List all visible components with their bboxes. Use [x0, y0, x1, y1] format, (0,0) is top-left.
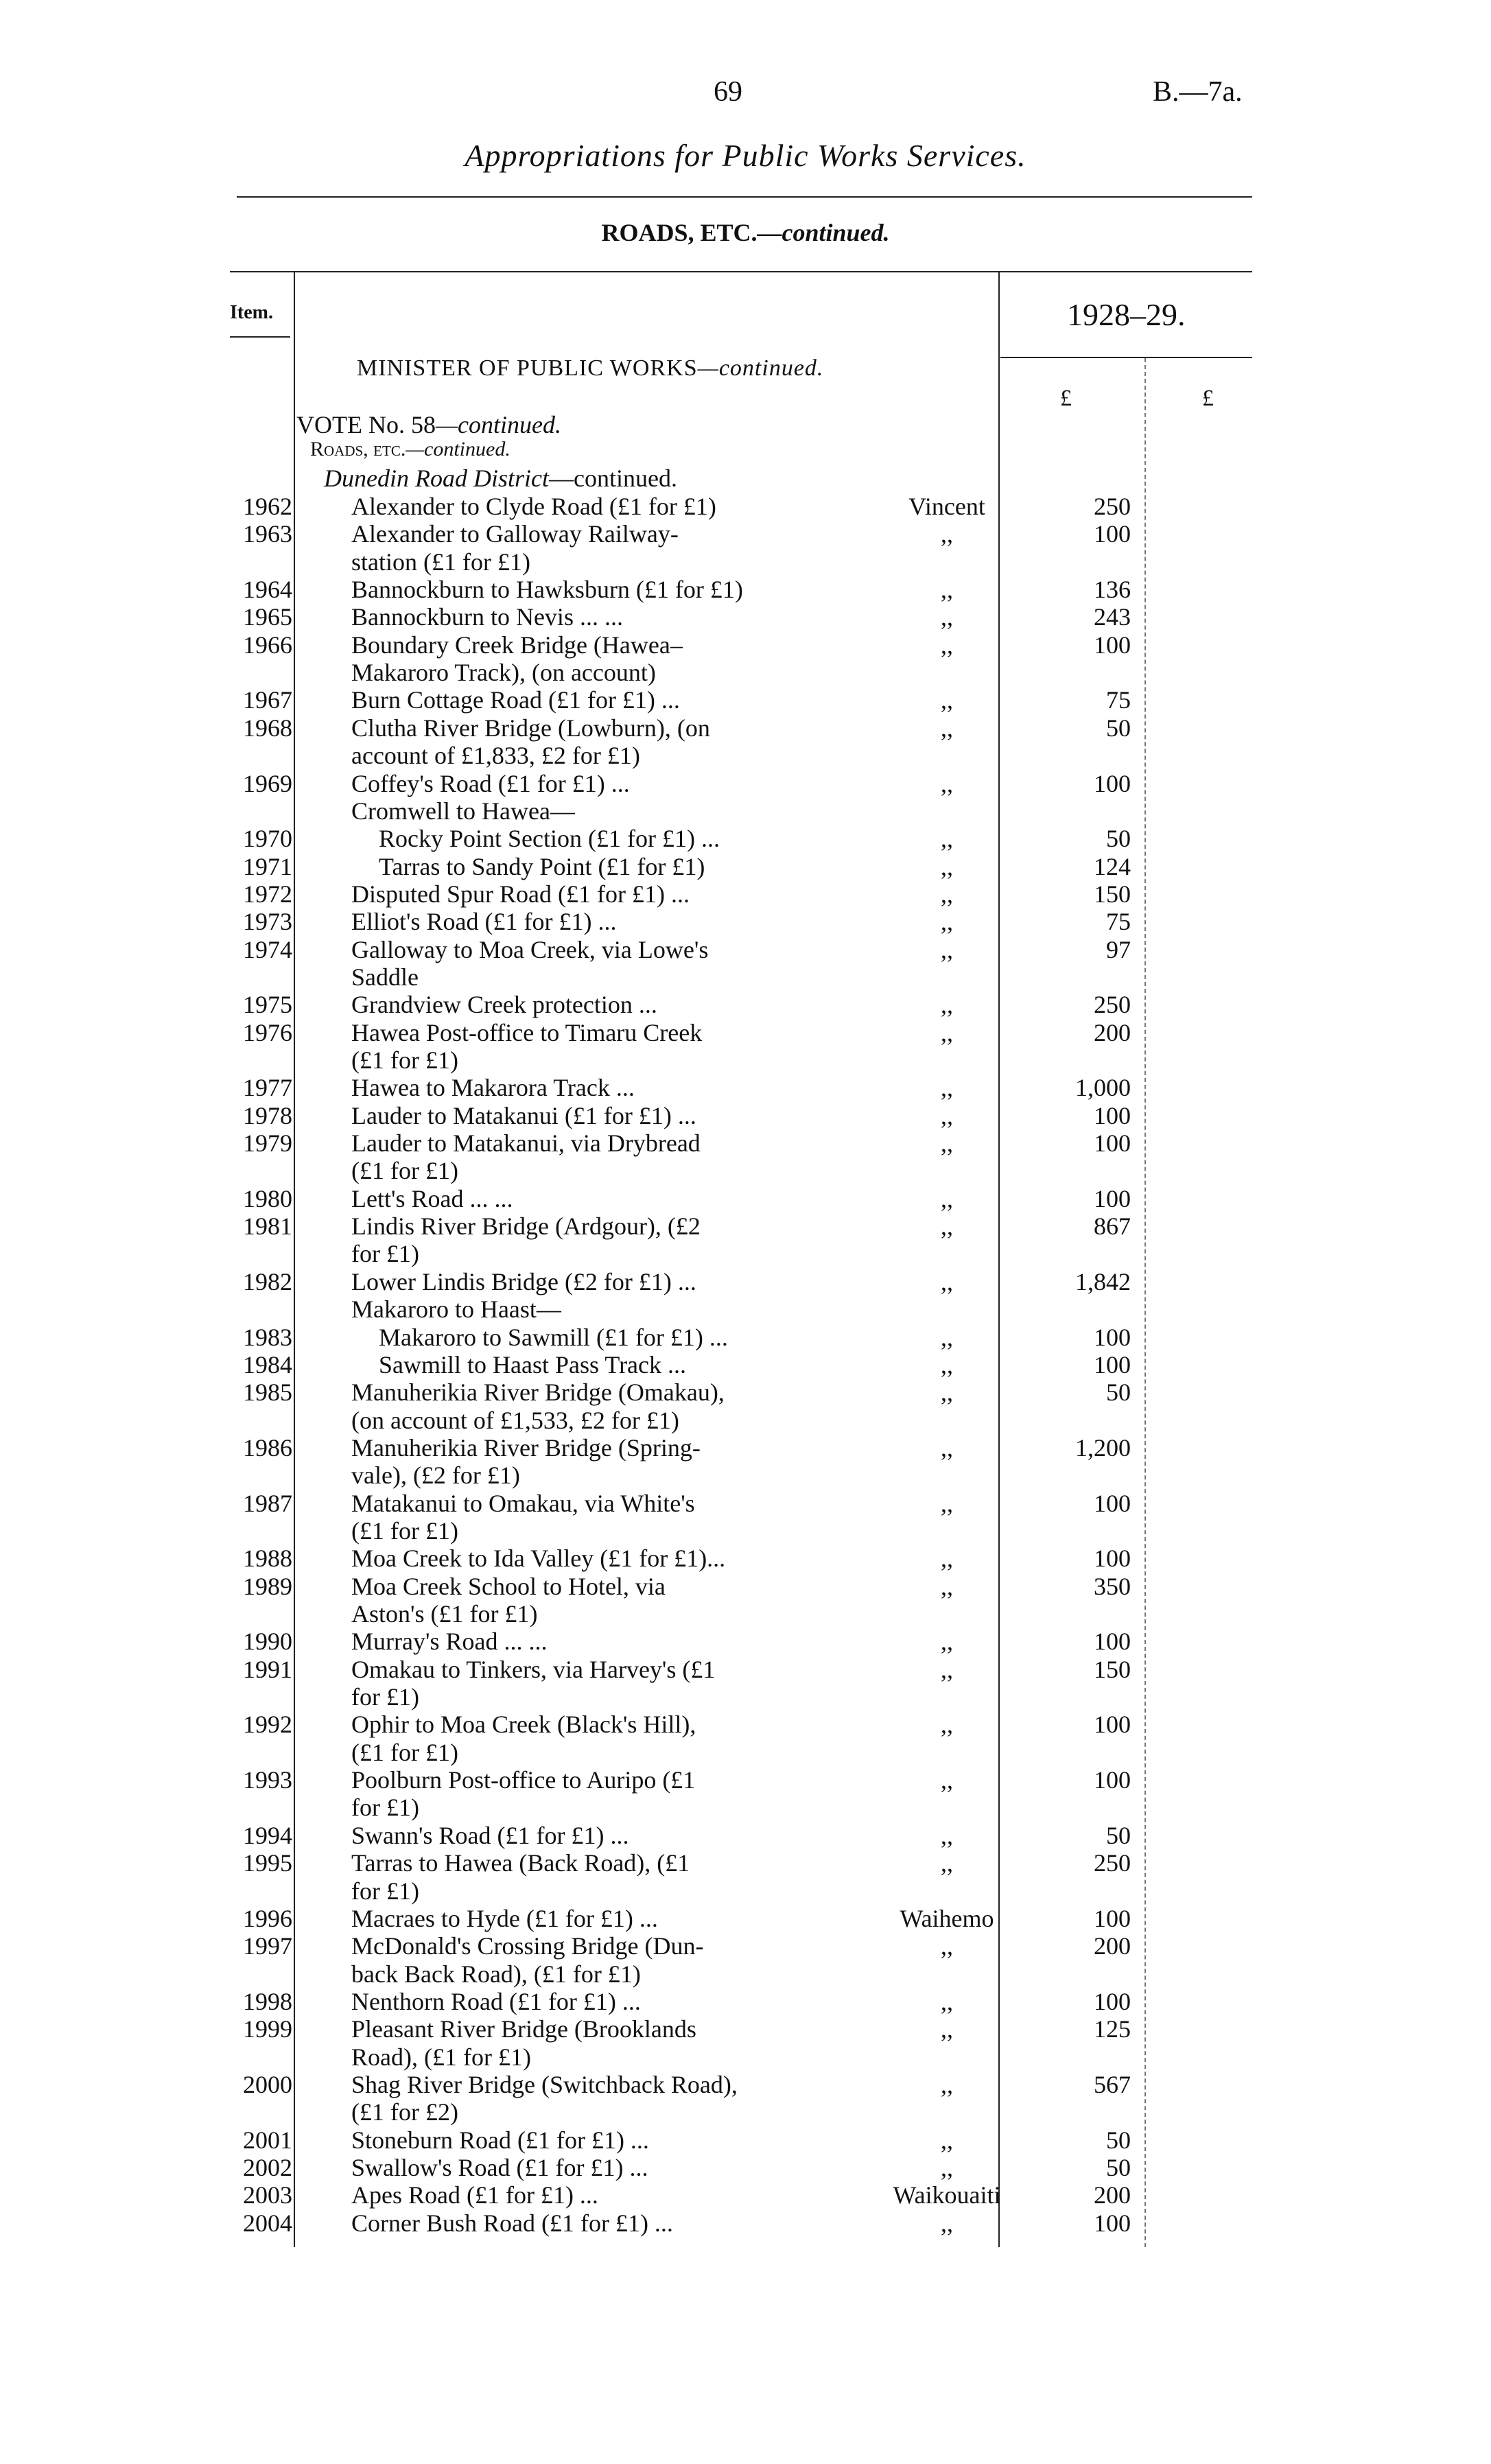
- item-description: Murray's Road ... ...: [351, 1628, 548, 1656]
- item-amount: 1,842: [1075, 1267, 1131, 1295]
- item-amount: 100: [1094, 631, 1131, 659]
- item-amount: 250: [1094, 1849, 1131, 1877]
- item-description: for £1): [351, 1877, 419, 1905]
- currency-symbol-2: £: [1202, 386, 1214, 411]
- item-locality: ,,: [941, 686, 953, 714]
- item-description: Grandview Creek protection ...: [351, 991, 657, 1019]
- item-number: 1993: [243, 1766, 292, 1794]
- item-description: Sawmill to Haast Pass Track ...: [379, 1350, 687, 1378]
- item-locality: ,,: [941, 2015, 953, 2043]
- item-locality: ,,: [941, 1267, 953, 1295]
- item-description: (£1 for £2): [351, 2098, 458, 2126]
- item-description: Nenthorn Road (£1 for £1) ...: [351, 1987, 641, 2015]
- item-description: for £1): [351, 1794, 419, 1822]
- item-number: 1970: [243, 825, 292, 853]
- item-description: Apes Road (£1 for £1) ...: [351, 2181, 598, 2209]
- item-number: 1982: [243, 1267, 292, 1295]
- table-row: [0, 1018, 1491, 1046]
- item-number: 1985: [243, 1378, 292, 1407]
- table-row: [0, 1433, 1491, 1462]
- item-description: Cromwell to Hawea—: [351, 797, 575, 825]
- item-number: 1988: [243, 1545, 292, 1573]
- item-locality: ,,: [941, 631, 953, 659]
- item-locality: ,,: [941, 825, 953, 853]
- table-row: [0, 658, 1491, 686]
- item-locality: ,,: [941, 1323, 953, 1351]
- item-amount: 150: [1094, 1655, 1131, 1683]
- item-number: 1964: [243, 576, 292, 604]
- item-number: 1965: [243, 603, 292, 631]
- item-locality: Waikouaiti: [893, 2181, 1001, 2209]
- vote-suffix: —continued.: [435, 411, 561, 438]
- item-number: 1989: [243, 1572, 292, 1600]
- district-heading: [324, 464, 677, 493]
- item-amount: 100: [1094, 1184, 1131, 1212]
- vote-name: VOTE No. 58: [296, 411, 436, 438]
- item-number: 1979: [243, 1129, 292, 1158]
- title-rule: [237, 196, 1252, 198]
- item-locality: ,,: [941, 2070, 953, 2098]
- table-row: [0, 1212, 1491, 1240]
- item-amount: 100: [1094, 1987, 1131, 2015]
- item-description: Aston's (£1 for £1): [351, 1600, 538, 1628]
- item-amount: 250: [1094, 493, 1131, 520]
- item-description: Moa Creek to Ida Valley (£1 for £1)...: [351, 1545, 726, 1573]
- item-number: 1978: [243, 1101, 292, 1129]
- item-number: 1977: [243, 1074, 292, 1102]
- table-row: [0, 1267, 1491, 1295]
- minister-name: MINISTER OF PUBLIC WORKS: [357, 355, 698, 381]
- item-number: 1975: [243, 991, 292, 1019]
- item-number: 2002: [243, 2154, 292, 2181]
- item-locality: ,,: [941, 1212, 953, 1241]
- item-locality: ,,: [941, 852, 953, 880]
- item-number: 1984: [243, 1350, 292, 1378]
- item-locality: ,,: [941, 1849, 953, 1877]
- item-amount: 867: [1094, 1212, 1131, 1241]
- table-row: [0, 1406, 1491, 1434]
- table-row: [0, 1156, 1491, 1184]
- item-amount: 1,000: [1075, 1074, 1131, 1102]
- vote-heading: [296, 410, 561, 439]
- item-number: 2000: [243, 2070, 292, 2098]
- item-number: 2004: [243, 2209, 292, 2237]
- minister-suffix: —continued.: [697, 355, 824, 381]
- item-number: 1962: [243, 493, 292, 520]
- table-row: [0, 1461, 1491, 1489]
- section-title: [0, 218, 1491, 247]
- item-number: 1973: [243, 908, 292, 936]
- table-row: [0, 548, 1491, 576]
- table-row: [0, 880, 1491, 908]
- item-amount: 100: [1094, 1489, 1131, 1517]
- item-column-header: Item.: [230, 302, 273, 323]
- item-locality: ,,: [941, 1987, 953, 2015]
- item-locality: ,,: [941, 769, 953, 797]
- table-row: [0, 1350, 1491, 1378]
- item-amount: 100: [1094, 520, 1131, 548]
- item-description: Lower Lindis Bridge (£2 for £1) ...: [351, 1267, 696, 1295]
- item-locality: ,,: [941, 603, 953, 631]
- page-number: 69: [714, 76, 742, 108]
- item-description: (on account of £1,533, £2 for £1): [351, 1406, 679, 1434]
- table-row: [0, 575, 1491, 603]
- roads-suffix: —continued.: [406, 438, 510, 460]
- item-number: 1994: [243, 1821, 292, 1849]
- item-description: for £1): [351, 1683, 419, 1711]
- item-amount: 50: [1106, 2126, 1131, 2154]
- table-row: [0, 2126, 1491, 2154]
- item-description: Pleasant River Bridge (Brooklands: [351, 2015, 696, 2043]
- item-number: 1995: [243, 1849, 292, 1877]
- table-row: [0, 1765, 1491, 1794]
- item-description: Lauder to Matakanui, via Drybread: [351, 1129, 701, 1158]
- table-row: [0, 519, 1491, 548]
- item-amount: 200: [1094, 2181, 1131, 2209]
- item-locality: ,,: [941, 1129, 953, 1158]
- table-row: [0, 1821, 1491, 1849]
- item-description: Disputed Spur Road (£1 for £1) ...: [351, 880, 690, 908]
- table-row: [0, 1239, 1491, 1267]
- table-row: [0, 1489, 1491, 1517]
- item-description: Makaroro to Haast—: [351, 1295, 561, 1324]
- currency-symbol-1: £: [1060, 386, 1072, 411]
- table-row: [0, 1627, 1491, 1655]
- item-description: Elliot's Road (£1 for £1) ...: [351, 908, 617, 936]
- item-number: 1990: [243, 1628, 292, 1656]
- item-description: Burn Cottage Road (£1 for £1) ...: [351, 686, 680, 714]
- table-row: [0, 1904, 1491, 1932]
- item-amount: 50: [1106, 2154, 1131, 2181]
- item-description: Boundary Creek Bridge (Hawea–: [351, 631, 683, 659]
- item-amount: 100: [1094, 1904, 1131, 1932]
- item-amount: 100: [1094, 769, 1131, 797]
- item-amount: 136: [1094, 576, 1131, 604]
- item-description: Stoneburn Road (£1 for £1) ...: [351, 2126, 649, 2154]
- item-description: Poolburn Post-office to Auripo (£1: [351, 1766, 696, 1794]
- item-description: Clutha River Bridge (Lowburn), (on: [351, 714, 710, 742]
- item-locality: ,,: [941, 1766, 953, 1794]
- item-number: 1986: [243, 1433, 292, 1462]
- table-row: [0, 1599, 1491, 1628]
- item-description: Saddle: [351, 963, 419, 991]
- table-row: [0, 1046, 1491, 1074]
- table-row: [0, 1849, 1491, 1877]
- table-row: [0, 2181, 1491, 2209]
- item-number: 1972: [243, 880, 292, 908]
- minister-heading: [357, 355, 823, 382]
- item-number: 1969: [243, 769, 292, 797]
- roads-name: Roads, etc.: [310, 438, 406, 460]
- item-description: Macraes to Hyde (£1 for £1) ...: [351, 1904, 658, 1932]
- table-row: [0, 1378, 1491, 1406]
- item-description: Moa Creek School to Hotel, via: [351, 1572, 666, 1600]
- item-description: for £1): [351, 1240, 419, 1268]
- district-suffix: —continued.: [548, 465, 677, 492]
- item-amount: 100: [1094, 1350, 1131, 1378]
- item-locality: ,,: [941, 908, 953, 936]
- section-title-text: ROADS, ETC.: [601, 219, 758, 246]
- table-row: [0, 1738, 1491, 1766]
- roads-heading: [310, 438, 510, 461]
- item-description: Ophir to Moa Creek (Black's Hill),: [351, 1711, 696, 1739]
- item-description: Manuherikia River Bridge (Omakau),: [351, 1378, 725, 1407]
- item-description: (£1 for £1): [351, 1046, 458, 1074]
- table-row: [0, 2043, 1491, 2071]
- item-number: 1991: [243, 1655, 292, 1683]
- item-number: 1980: [243, 1184, 292, 1212]
- item-description: Shag River Bridge (Switchback Road),: [351, 2070, 738, 2098]
- item-description: (£1 for £1): [351, 1157, 458, 1185]
- item-amount: 200: [1094, 1018, 1131, 1046]
- item-description: Manuherikia River Bridge (Spring-: [351, 1433, 701, 1462]
- item-locality: ,,: [941, 1184, 953, 1212]
- table-row: [0, 1960, 1491, 1988]
- item-number: 1987: [243, 1489, 292, 1517]
- item-description: Galloway to Moa Creek, via Lowe's: [351, 935, 709, 963]
- item-amount: 75: [1106, 908, 1131, 936]
- table-row: [0, 1073, 1491, 1101]
- item-locality: ,,: [941, 880, 953, 908]
- table-row: [0, 1516, 1491, 1545]
- item-locality: ,,: [941, 1821, 953, 1849]
- item-amount: 150: [1094, 880, 1131, 908]
- item-description: Coffey's Road (£1 for £1) ...: [351, 769, 630, 797]
- item-locality: ,,: [941, 1101, 953, 1129]
- table-row: [0, 1572, 1491, 1600]
- table-row: [0, 852, 1491, 880]
- item-description: Lauder to Matakanui (£1 for £1) ...: [351, 1101, 696, 1129]
- item-amount: 567: [1094, 2070, 1131, 2098]
- item-description: Corner Bush Road (£1 for £1) ...: [351, 2209, 673, 2237]
- table-row: [0, 2098, 1491, 2126]
- item-number: 1999: [243, 2015, 292, 2043]
- item-amount: 100: [1094, 1323, 1131, 1351]
- table-row: [0, 1877, 1491, 1905]
- table-row: [0, 990, 1491, 1018]
- item-amount: 50: [1106, 1821, 1131, 1849]
- item-description: Lett's Road ... ...: [351, 1184, 513, 1212]
- table-row: [0, 1544, 1491, 1572]
- item-description: Omakau to Tinkers, via Harvey's (£1: [351, 1655, 716, 1683]
- table-row: [0, 963, 1491, 991]
- item-number: 1968: [243, 714, 292, 742]
- item-locality: ,,: [941, 1628, 953, 1656]
- table-row: [0, 1295, 1491, 1323]
- table-row: [0, 1184, 1491, 1212]
- table-row: [0, 1129, 1491, 1157]
- item-locality: ,,: [941, 991, 953, 1019]
- item-amount: 50: [1106, 1378, 1131, 1407]
- item-description: Swallow's Road (£1 for £1) ...: [351, 2154, 648, 2181]
- item-locality: ,,: [941, 1018, 953, 1046]
- table-row: [0, 907, 1491, 935]
- item-locality: ,,: [941, 1378, 953, 1407]
- item-description: Alexander to Clyde Road (£1 for £1): [351, 493, 716, 520]
- item-locality: ,,: [941, 2126, 953, 2154]
- item-description: Makaroro to Sawmill (£1 for £1) ...: [379, 1323, 728, 1351]
- item-locality: ,,: [941, 714, 953, 742]
- table-row: [0, 741, 1491, 769]
- item-amount: 50: [1106, 714, 1131, 742]
- item-description: Rocky Point Section (£1 for £1) ...: [379, 825, 720, 853]
- item-number: 1981: [243, 1212, 292, 1241]
- item-amount: 100: [1094, 1628, 1131, 1656]
- item-locality: ,,: [941, 1074, 953, 1102]
- item-locality: ,,: [941, 1932, 953, 1960]
- item-locality: ,,: [941, 2154, 953, 2181]
- item-amount: 1,200: [1075, 1433, 1131, 1462]
- item-locality: ,,: [941, 1350, 953, 1378]
- item-description: (£1 for £1): [351, 1516, 458, 1545]
- item-amount: 124: [1094, 852, 1131, 880]
- item-description: Bannockburn to Nevis ... ...: [351, 603, 623, 631]
- item-number: 1983: [243, 1323, 292, 1351]
- district-name: Dunedin Road District: [324, 465, 549, 492]
- item-description: Swann's Road (£1 for £1) ...: [351, 1821, 629, 1849]
- item-description: account of £1,833, £2 for £1): [351, 742, 640, 770]
- item-description: Tarras to Hawea (Back Road), (£1: [351, 1849, 690, 1877]
- item-description: Hawea Post-office to Timaru Creek: [351, 1018, 703, 1046]
- item-description: Bannockburn to Hawksburn (£1 for £1): [351, 576, 743, 604]
- item-locality: Vincent: [908, 493, 985, 520]
- item-description: Hawea to Makarora Track ...: [351, 1074, 635, 1102]
- item-number: 1992: [243, 1711, 292, 1739]
- item-number: 2003: [243, 2181, 292, 2209]
- table-row: [0, 2153, 1491, 2181]
- item-number: 1996: [243, 1904, 292, 1932]
- item-amount: 100: [1094, 2209, 1131, 2237]
- item-description: McDonald's Crossing Bridge (Dun-: [351, 1932, 704, 1960]
- item-amount: 350: [1094, 1572, 1131, 1600]
- table-row: [0, 631, 1491, 659]
- item-description: (£1 for £1): [351, 1738, 458, 1766]
- table-row: [0, 1710, 1491, 1738]
- item-description: back Back Road), (£1 for £1): [351, 1960, 641, 1988]
- item-locality: ,,: [941, 520, 953, 548]
- table-top-rule: [230, 271, 1252, 272]
- item-number: 1998: [243, 1987, 292, 2015]
- table-row: [0, 714, 1491, 742]
- year-column-header: 1928–29.: [1067, 297, 1186, 332]
- item-amount: 125: [1094, 2015, 1131, 2043]
- table-row: [0, 1655, 1491, 1683]
- table-row: [0, 769, 1491, 797]
- item-amount: 97: [1106, 935, 1131, 963]
- item-amount: 200: [1094, 1932, 1131, 1960]
- table-row: [0, 1323, 1491, 1351]
- item-amount: 100: [1094, 1545, 1131, 1573]
- item-locality: ,,: [941, 2209, 953, 2237]
- item-amount: 100: [1094, 1101, 1131, 1129]
- table-row: [0, 2070, 1491, 2098]
- table-row: [0, 2015, 1491, 2043]
- item-amount: 100: [1094, 1711, 1131, 1739]
- item-amount: 100: [1094, 1129, 1131, 1158]
- item-description: Makaroro Track), (on account): [351, 659, 656, 687]
- item-header-rule: [230, 336, 290, 338]
- item-description: station (£1 for £1): [351, 548, 530, 576]
- item-description: vale), (£2 for £1): [351, 1462, 520, 1490]
- table-row: [0, 1793, 1491, 1821]
- table-row: [0, 602, 1491, 631]
- item-locality: ,,: [941, 1433, 953, 1462]
- item-description: Lindis River Bridge (Ardgour), (£2: [351, 1212, 701, 1241]
- item-locality: ,,: [941, 1711, 953, 1739]
- item-amount: 243: [1094, 603, 1131, 631]
- item-locality: ,,: [941, 935, 953, 963]
- table-row: [0, 492, 1491, 520]
- section-title-suffix: —continued.: [757, 219, 890, 246]
- table-row: [0, 1987, 1491, 2015]
- item-locality: ,,: [941, 1545, 953, 1573]
- item-amount: 75: [1106, 686, 1131, 714]
- table-row: [0, 797, 1491, 825]
- item-locality: ,,: [941, 1489, 953, 1517]
- item-number: 1971: [243, 852, 292, 880]
- item-number: 1997: [243, 1932, 292, 1960]
- item-number: 2001: [243, 2126, 292, 2154]
- item-number: 1966: [243, 631, 292, 659]
- item-description: Tarras to Sandy Point (£1 for £1): [379, 852, 705, 880]
- item-number: 1967: [243, 686, 292, 714]
- item-description: Road), (£1 for £1): [351, 2043, 531, 2071]
- item-number: 1974: [243, 935, 292, 963]
- item-description: Matakanui to Omakau, via White's: [351, 1489, 695, 1517]
- table-row: [0, 1932, 1491, 1960]
- item-locality: Waihemo: [900, 1904, 994, 1932]
- item-amount: 250: [1094, 991, 1131, 1019]
- item-description: Alexander to Galloway Railway-: [351, 520, 679, 548]
- table-row: [0, 685, 1491, 714]
- document-code: B.—7a.: [1153, 76, 1243, 108]
- item-locality: ,,: [941, 576, 953, 604]
- table-row: [0, 824, 1491, 852]
- table-row: [0, 935, 1491, 963]
- table-row: [0, 2209, 1491, 2237]
- item-amount: 100: [1094, 1766, 1131, 1794]
- item-locality: ,,: [941, 1655, 953, 1683]
- year-header-rule: [1000, 357, 1252, 358]
- table-row: [0, 1101, 1491, 1129]
- item-amount: 50: [1106, 825, 1131, 853]
- table-row: [0, 1682, 1491, 1711]
- item-locality: ,,: [941, 1572, 953, 1600]
- item-number: 1976: [243, 1018, 292, 1046]
- page-title: Appropriations for Public Works Services.: [465, 138, 1026, 173]
- item-number: 1963: [243, 520, 292, 548]
